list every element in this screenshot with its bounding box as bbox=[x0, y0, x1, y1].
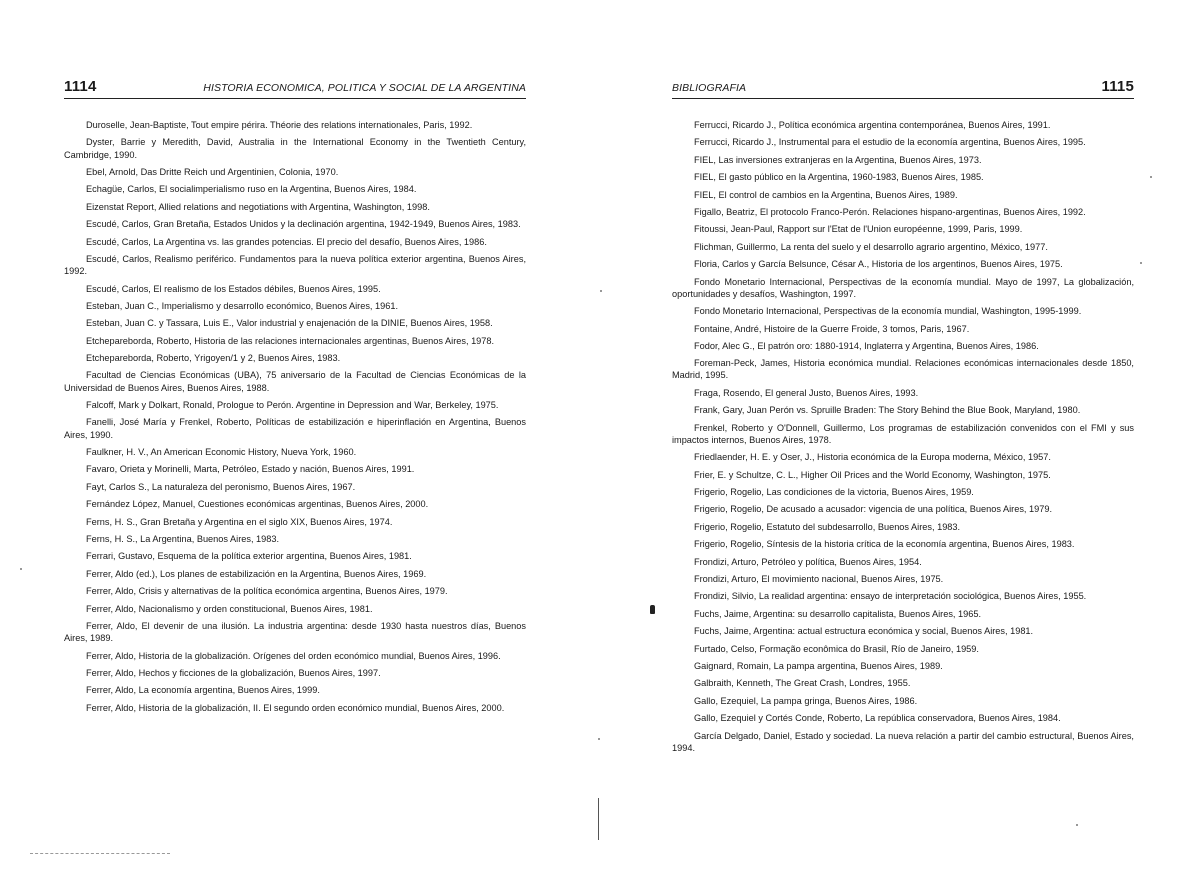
bibliography-entry: Fayt, Carlos S., La naturaleza del peronismo, Buenos Aires, 1967. bbox=[86, 481, 356, 492]
scan-artifact bbox=[30, 853, 170, 855]
bibliography-entry: Fraga, Rosendo, El general Justo, Buenos Aires, 1993. bbox=[694, 387, 919, 398]
bibliography-entry: Frigerio, Rogelio, Estatuto del subdesarrollo, Buenos Aires, 1983. bbox=[694, 521, 961, 532]
bibliography-entry: Eizenstat Report, Allied relations and negotiations with Argentina, Washington, 1998. bbox=[86, 201, 430, 212]
page-number: 1114 bbox=[64, 78, 97, 95]
bibliography-entry: Frigerio, Rogelio, Síntesis de la historia crítica de la economía argentina, Buenos Aires, 1983. bbox=[694, 539, 1075, 550]
bibliography-entry: Friedlaender, H. E. y Oser, J., Historia económica de la Europa moderna, México, 1957. bbox=[694, 452, 1051, 463]
bibliography-entry: Frondizi, Arturo, Petróleo y política, Buenos Aires, 1954. bbox=[694, 556, 922, 567]
bibliography-entry: Frier, E. y Schultze, C. L., Higher Oil Prices and the World Economy, Washington, 1975. bbox=[694, 469, 1051, 480]
bibliography-entry: Frondizi, Arturo, El movimiento nacional, Buenos Aires, 1975. bbox=[694, 573, 944, 584]
bibliography-entry: Flichman, Guillermo, La renta del suelo y el desarrollo agrario argentino, México, 1977. bbox=[694, 241, 1048, 252]
running-title: HISTORIA ECONOMICA, POLITICA Y SOCIAL DE LA ARGENTINA bbox=[203, 82, 526, 94]
bibliography-entry: Ferrer, Aldo, Hechos y ficciones de la globalización, Buenos Aires, 1997. bbox=[86, 667, 381, 678]
page-header bbox=[672, 78, 1134, 99]
bibliography-entry: Ferns, H. S., La Argentina, Buenos Aires, 1983. bbox=[86, 534, 280, 545]
bibliography-entry: Frondizi, Silvio, La realidad argentina: ensayo de interpretación sociológica, Buenos Aires, 1955. bbox=[694, 591, 1087, 602]
bibliography-entry: Galbraith, Kenneth, The Great Crash, Londres, 1955. bbox=[694, 678, 911, 689]
bibliography-entry: Frank, Gary, Juan Perón vs. Spruille Braden: The Story Behind the Blue Book, Maryland, 1980. bbox=[694, 405, 1081, 416]
bibliography-entry: Escudé, Carlos, Gran Bretaña, Estados Unidos y la declinación argentina, 1942-1949, Buenos Aires, 1983. bbox=[86, 219, 521, 230]
bibliography-entry: Fuchs, Jaime, Argentina: su desarrollo capitalista, Buenos Aires, 1965. bbox=[694, 608, 982, 619]
bibliography-entry: Escudé, Carlos, El realismo de los Estados débiles, Buenos Aires, 1995. bbox=[86, 283, 381, 294]
bibliography-entry: Ebel, Arnold, Das Dritte Reich und Argentinien, Colonia, 1970. bbox=[86, 166, 339, 177]
page-header bbox=[64, 78, 526, 99]
bibliography-entry: Esteban, Juan C., Imperialismo y desarrollo económico, Buenos Aires, 1961. bbox=[86, 300, 399, 311]
bibliography-entry: Etchepareborda, Roberto, Historia de las relaciones internacionales argentinas, Buenos Aires, 1978. bbox=[86, 335, 495, 346]
bibliography-entry: Ferrer, Aldo, Crisis y alternativas de la política económica argentina, Buenos Aires, 1979. bbox=[86, 586, 448, 597]
scan-speck bbox=[598, 738, 600, 740]
bibliography-entry: Foreman-Peck, James, Historia económica mundial. Relaciones económicas internacionales desde 1850, Madrid, 1995. bbox=[672, 358, 1134, 381]
bibliography-entry: Ferrucci, Ricardo J., Política económica argentina contemporánea, Buenos Aires, 1991. bbox=[694, 120, 1051, 130]
bibliography-entry: Favaro, Orieta y Morinelli, Marta, Petróleo, Estado y nación, Buenos Aires, 1991. bbox=[86, 464, 415, 475]
gutter-mark bbox=[598, 798, 599, 840]
page-number: 1115 bbox=[1101, 78, 1134, 95]
bibliography-entry: Esteban, Juan C. y Tassara, Luis E., Valor industrial y enajenación de la DINIE, Buenos Aires, 1958. bbox=[86, 318, 493, 329]
bibliography-entry: Frigerio, Rogelio, Las condiciones de la victoria, Buenos Aires, 1959. bbox=[694, 487, 974, 498]
bibliography-entry: Escudé, Carlos, La Argentina vs. las grandes potencias. El precio del desafío, Buenos Aires, 1986. bbox=[86, 236, 487, 247]
bibliography-entry: Floria, Carlos y García Belsunce, César A., Historia de los argentinos, Buenos Aires, 1975. bbox=[694, 259, 1063, 270]
bibliography-entry: Fitoussi, Jean-Paul, Rapport sur l'Etat de l'Union européenne, 1999, Paris, 1999. bbox=[694, 224, 1023, 235]
bibliography-entry: Fanelli, José María y Frenkel, Roberto, Políticas de estabilización e hiperinflación en Argentina, Buenos Aires, 1990. bbox=[64, 417, 526, 440]
bibliography-entry: García Delgado, Daniel, Estado y sociedad. La nueva relación a partir del cambio estructural, Buenos Aires, 1994. bbox=[672, 730, 1134, 753]
bibliography-entry: Fontaine, André, Histoire de la Guerre Froide, 3 tomos, Paris, 1967. bbox=[694, 323, 970, 334]
bibliography-entry: Etchepareborda, Roberto, Yrigoyen/1 y 2, Buenos Aires, 1983. bbox=[86, 353, 341, 364]
bibliography-list bbox=[64, 119, 526, 714]
scan-speck bbox=[1076, 824, 1078, 826]
bibliography-entry: Echagüe, Carlos, El socialimperialismo ruso en la Argentina, Buenos Aires, 1984. bbox=[86, 184, 417, 195]
bibliography-entry: Gallo, Ezequiel y Cortés Conde, Roberto, La república conservadora, Buenos Aires, 1984. bbox=[694, 713, 1061, 724]
bibliography-entry: FIEL, Las inversiones extranjeras en la Argentina, Buenos Aires, 1973. bbox=[694, 154, 982, 165]
bibliography-entry: Ferns, H. S., Gran Bretaña y Argentina en el siglo XIX, Buenos Aires, 1974. bbox=[86, 516, 393, 527]
running-title: BIBLIOGRAFIA bbox=[672, 82, 747, 94]
bibliography-entry: Fondo Monetario Internacional, Perspectivas de la economía mundial. Mayo de 1997, La globalización, oportunidades y desafíos, Washington, 1997. bbox=[672, 276, 1134, 299]
bibliography-entry: Dyster, Barrie y Meredith, David, Australia in the International Economy in the Twentieth Century, Cambridge, 1990. bbox=[64, 137, 526, 160]
bibliography-entry: Ferrer, Aldo, La economía argentina, Buenos Aires, 1999. bbox=[86, 685, 320, 696]
bibliography-entry: Gaignard, Romain, La pampa argentina, Buenos Aires, 1989. bbox=[694, 660, 943, 671]
bibliography-entry: Escudé, Carlos, Realismo periférico. Fundamentos para la nueva política exterior argentina, Buenos Aires, 1992. bbox=[64, 253, 526, 277]
bibliography-entry: Ferrer, Aldo, Historia de la globalización. Orígenes del orden económico mundial, Buenos Aires, 1996. bbox=[86, 650, 501, 661]
bibliography-entry: Ferrari, Gustavo, Esquema de la política exterior argentina, Buenos Aires, 1981. bbox=[86, 551, 412, 562]
bibliography-entry: Fuchs, Jaime, Argentina: actual estructura económica y social, Buenos Aires, 1981. bbox=[694, 626, 1034, 637]
bibliography-entry: Fondo Monetario Internacional, Perspectivas de la economía mundial, Washington, 1995-1999. bbox=[694, 306, 1082, 317]
scan-speck bbox=[1140, 262, 1142, 264]
bibliography-entry: Frenkel, Roberto y O'Donnell, Guillermo, Los programas de estabilización convenidos con el FMI y sus impactos internos, Buenos Aires, 1978. bbox=[672, 422, 1134, 445]
scan-speck bbox=[20, 568, 22, 570]
bibliography-entry: FIEL, El control de cambios en la Argentina, Buenos Aires, 1989. bbox=[694, 189, 958, 200]
bibliography-entry: Ferrer, Aldo (ed.), Los planes de estabilización en la Argentina, Buenos Aires, 1969. bbox=[86, 568, 427, 579]
margin-mark bbox=[650, 605, 655, 614]
bibliography-entry: Duroselle, Jean-Baptiste, Tout empire périra. Théorie des relations internationales, Paris, 1992. bbox=[86, 120, 473, 130]
bibliography-entry: Gallo, Ezequiel, La pampa gringa, Buenos Aires, 1986. bbox=[694, 695, 918, 706]
bibliography-entry: Ferrer, Aldo, El devenir de una ilusión. La industria argentina: desde 1930 hasta nuestros días, Buenos Aires, 1989. bbox=[64, 620, 526, 644]
scan-speck bbox=[600, 290, 602, 292]
bibliography-entry: Falcoff, Mark y Dolkart, Ronald, Prologue to Perón. Argentine in Depression and War, Berkeley, 1975. bbox=[86, 400, 499, 411]
left-page bbox=[64, 78, 526, 719]
bibliography-entry: Figallo, Beatriz, El protocolo Franco-Perón. Relaciones hispano-argentinas, Buenos Aires, 1992. bbox=[694, 206, 1086, 217]
bibliography-list bbox=[672, 119, 1134, 754]
right-page bbox=[672, 78, 1134, 759]
bibliography-entry: Frigerio, Rogelio, De acusado a acusador: vigencia de una política, Buenos Aires, 1979. bbox=[694, 504, 1053, 515]
bibliography-entry: Facultad de Ciencias Económicas (UBA), 75 aniversario de la Facultad de Ciencias Económicas de la Universidad de Buenos Aires, Buenos Aires, 1988. bbox=[64, 370, 526, 393]
bibliography-entry: FIEL, El gasto público en la Argentina, 1960-1983, Buenos Aires, 1985. bbox=[694, 172, 984, 183]
bibliography-entry: Furtado, Celso, Formação econômica do Brasil, Río de Janeiro, 1959. bbox=[694, 643, 979, 654]
bibliography-entry: Faulkner, H. V., An American Economic History, Nueva York, 1960. bbox=[86, 447, 357, 458]
bibliography-entry: Fernández López, Manuel, Cuestiones económicas argentinas, Buenos Aires, 2000. bbox=[86, 499, 429, 510]
bibliography-entry: Fodor, Alec G., El patrón oro: 1880-1914, Inglaterra y Argentina, Buenos Aires, 1986. bbox=[694, 340, 1039, 351]
bibliography-entry: Ferrer, Aldo, Nacionalismo y orden constitucional, Buenos Aires, 1981. bbox=[86, 603, 373, 614]
bibliography-entry: Ferrer, Aldo, Historia de la globalización, II. El segundo orden económico mundial, Buenos Aires, 2000. bbox=[86, 702, 505, 713]
scan-speck bbox=[1150, 176, 1152, 178]
bibliography-entry: Ferrucci, Ricardo J., Instrumental para el estudio de la economía argentina, Buenos Aires, 1995. bbox=[694, 137, 1086, 148]
